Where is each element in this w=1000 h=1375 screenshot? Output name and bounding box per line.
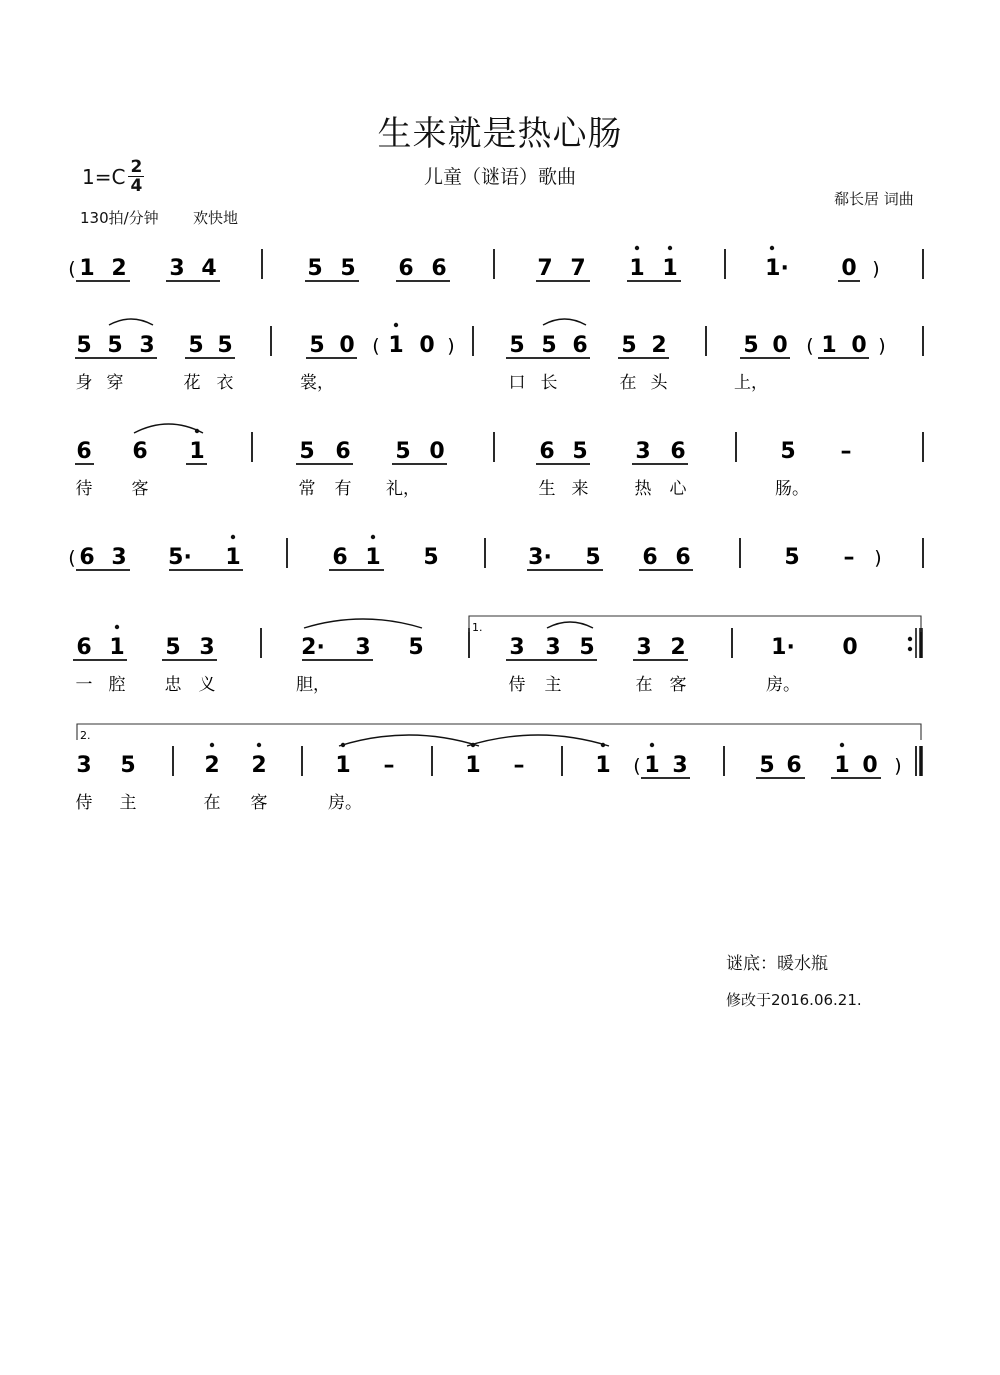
note: 1 xyxy=(365,545,381,570)
volta-2-bracket xyxy=(77,724,921,740)
slur xyxy=(547,622,593,628)
note: 1 xyxy=(109,635,125,660)
lyric-syllable: 侍 xyxy=(508,675,526,695)
lyric-syllable: 房。 xyxy=(766,675,800,695)
note: 3 xyxy=(509,635,525,660)
note: 5 xyxy=(309,333,325,358)
lyric-syllable: 义 xyxy=(198,675,216,695)
note: 0 xyxy=(841,256,857,281)
note: 5 xyxy=(579,635,595,660)
note: 3· xyxy=(528,545,552,570)
mood-marking: 欢快地 xyxy=(193,209,239,227)
note: 1 xyxy=(644,753,660,778)
paren-mark: ) xyxy=(878,335,886,357)
time-numerator: 2 xyxy=(130,157,143,177)
note: 5 xyxy=(743,333,759,358)
lyric-syllable: 在 xyxy=(619,373,637,393)
paren-mark: ) xyxy=(872,258,880,280)
lyric-syllable: 待 xyxy=(75,479,93,499)
note: 3 xyxy=(111,545,127,570)
lyric-syllable: 上， xyxy=(734,373,768,393)
note: 2 xyxy=(204,753,220,778)
lyric-syllable: 在 xyxy=(203,793,221,813)
note: 5 xyxy=(120,753,136,778)
note: 6 xyxy=(332,545,348,570)
note: 1· xyxy=(765,256,789,281)
lyric-syllable: 忠 xyxy=(164,675,182,695)
paren-mark: ( xyxy=(372,335,380,357)
note: 7 xyxy=(537,256,553,281)
high-octave-dot xyxy=(840,743,844,747)
note: 0 xyxy=(851,333,867,358)
high-octave-dot xyxy=(770,246,774,250)
note: 1 xyxy=(629,256,645,281)
note: 3 xyxy=(355,635,371,660)
high-octave-dot xyxy=(231,535,235,539)
note: 5 xyxy=(423,545,439,570)
note: 6 xyxy=(572,333,588,358)
note: 5 xyxy=(784,545,800,570)
volta-1-label: 1. xyxy=(472,621,483,634)
note: 5 xyxy=(541,333,557,358)
note: 1 xyxy=(79,256,95,281)
note: 6 xyxy=(642,545,658,570)
note: 1 xyxy=(189,439,205,464)
lyric-syllable: 胆， xyxy=(296,675,330,695)
note: 2 xyxy=(670,635,686,660)
lyric-syllable: 房。 xyxy=(328,793,362,813)
repeat-dot xyxy=(908,647,912,651)
note: 1 xyxy=(335,753,351,778)
note: 5 xyxy=(395,439,411,464)
note: 0 xyxy=(842,635,858,660)
note: 5 xyxy=(621,333,637,358)
dash-mark: – xyxy=(513,753,525,778)
note: 2 xyxy=(651,333,667,358)
paren-mark: ( xyxy=(68,547,76,569)
note: 3 xyxy=(636,635,652,660)
lyric-syllable: 衣 xyxy=(216,373,234,393)
high-octave-dot xyxy=(668,246,672,250)
note: 4 xyxy=(201,256,217,281)
note: 5 xyxy=(188,333,204,358)
song-subtitle: 儿童（谜语）歌曲 xyxy=(423,166,576,188)
note: 6 xyxy=(670,439,686,464)
lyric-syllable: 心 xyxy=(669,479,687,499)
note: 5 xyxy=(76,333,92,358)
lyric-syllable: 主 xyxy=(544,675,562,695)
note: 6 xyxy=(76,439,92,464)
paren-mark: ) xyxy=(874,547,882,569)
lyric-syllable: 礼， xyxy=(386,479,420,499)
lyric-syllable: 裳， xyxy=(300,373,334,393)
lyric-syllable: 来 xyxy=(571,479,589,499)
slur xyxy=(467,735,609,746)
lyric-syllable: 肠。 xyxy=(775,479,809,499)
high-octave-dot xyxy=(210,743,214,747)
slur xyxy=(134,424,203,433)
lyric-syllable: 花 xyxy=(183,373,201,393)
high-octave-dot xyxy=(115,625,119,629)
key-label: 1=C xyxy=(82,164,126,189)
lyric-syllable: 客 xyxy=(250,793,268,813)
lyric-syllable: 客 xyxy=(669,675,687,695)
author-credit: 郗长居 词曲 xyxy=(834,190,914,208)
time-denominator: 4 xyxy=(130,176,143,196)
note: 3 xyxy=(545,635,561,660)
note: 5 xyxy=(585,545,601,570)
note: 3 xyxy=(139,333,155,358)
note: 0 xyxy=(862,753,878,778)
dash-mark: – xyxy=(843,545,855,570)
note: 5 xyxy=(340,256,356,281)
note: 6 xyxy=(76,635,92,660)
lyric-syllable: 侍 xyxy=(75,793,93,813)
note: 5 xyxy=(509,333,525,358)
riddle-answer: 谜底：暖水瓶 xyxy=(726,954,828,974)
slur xyxy=(109,319,153,325)
note: 5· xyxy=(168,545,192,570)
note: 2· xyxy=(301,635,325,660)
repeat-dot xyxy=(908,637,912,641)
paren-mark: ( xyxy=(68,258,76,280)
slur xyxy=(304,619,422,628)
high-octave-dot xyxy=(650,743,654,747)
slur xyxy=(339,735,479,746)
note: 2 xyxy=(111,256,127,281)
lyric-syllable: 一 xyxy=(75,675,93,695)
note: 5 xyxy=(408,635,424,660)
lyric-syllable: 头 xyxy=(650,373,668,393)
dash-mark: – xyxy=(840,439,852,464)
lyric-syllable: 客 xyxy=(131,479,149,499)
note: 5 xyxy=(217,333,233,358)
tempo-marking: 130拍/分钟 xyxy=(80,209,159,227)
note: 1 xyxy=(225,545,241,570)
volta-1-bracket xyxy=(469,616,921,632)
note: 6 xyxy=(675,545,691,570)
lyric-syllable: 口 xyxy=(508,373,526,393)
note: 1 xyxy=(662,256,678,281)
note: 1· xyxy=(771,635,795,660)
note: 3 xyxy=(76,753,92,778)
paren-mark: ( xyxy=(806,335,814,357)
volta-2-label: 2. xyxy=(80,729,91,742)
note: 3 xyxy=(199,635,215,660)
note: 1 xyxy=(821,333,837,358)
note: 1 xyxy=(465,753,481,778)
note: 5 xyxy=(780,439,796,464)
lyric-syllable: 有 xyxy=(334,479,352,499)
note: 0 xyxy=(339,333,355,358)
note: 6 xyxy=(539,439,555,464)
note: 0 xyxy=(429,439,445,464)
lyric-syllable: 生 xyxy=(538,479,556,499)
lyric-syllable: 长 xyxy=(540,373,558,393)
note: 0 xyxy=(419,333,435,358)
note: 1 xyxy=(595,753,611,778)
lyric-syllable: 热 xyxy=(634,479,652,499)
modified-date: 修改于2016.06.21. xyxy=(726,991,862,1009)
note: 6 xyxy=(132,439,148,464)
note: 6 xyxy=(335,439,351,464)
note: 5 xyxy=(107,333,123,358)
high-octave-dot xyxy=(394,323,398,327)
note: 5 xyxy=(307,256,323,281)
lyric-syllable: 主 xyxy=(119,793,137,813)
note: 5 xyxy=(759,753,775,778)
lyric-syllable: 在 xyxy=(635,675,653,695)
note: 5 xyxy=(572,439,588,464)
paren-mark: ) xyxy=(447,335,455,357)
lyric-syllable: 身 xyxy=(75,373,93,393)
note: 5 xyxy=(299,439,315,464)
note: 7 xyxy=(570,256,586,281)
lyric-syllable: 腔 xyxy=(108,675,126,695)
note: 2 xyxy=(251,753,267,778)
note: 6 xyxy=(431,256,447,281)
note: 3 xyxy=(672,753,688,778)
note: 1 xyxy=(388,333,404,358)
song-title: 生来就是热心肠 xyxy=(377,114,623,154)
note: 3 xyxy=(169,256,185,281)
high-octave-dot xyxy=(257,743,261,747)
note: 0 xyxy=(772,333,788,358)
high-octave-dot xyxy=(635,246,639,250)
slur xyxy=(543,319,586,325)
note: 3 xyxy=(635,439,651,464)
note: 6 xyxy=(79,545,95,570)
note: 5 xyxy=(165,635,181,660)
high-octave-dot xyxy=(371,535,375,539)
paren-mark: ( xyxy=(633,755,641,777)
paren-mark: ) xyxy=(894,755,902,777)
dash-mark: – xyxy=(383,753,395,778)
note: 1 xyxy=(834,753,850,778)
note: 6 xyxy=(398,256,414,281)
lyric-syllable: 穿 xyxy=(106,373,124,393)
lyric-syllable: 常 xyxy=(298,479,316,499)
note: 6 xyxy=(786,753,802,778)
